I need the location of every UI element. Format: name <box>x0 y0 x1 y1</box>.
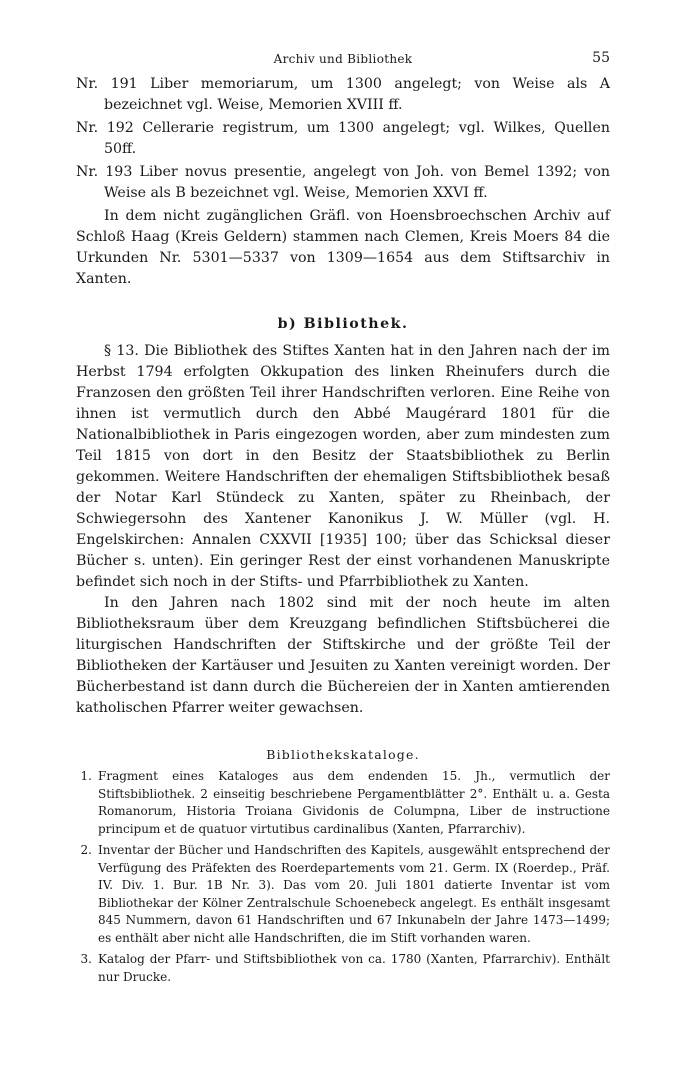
document-page <box>76 46 610 990</box>
catalog-heading: Bibliothekskataloge. <box>266 747 420 762</box>
catalog-item-text: Inventar der Bücher und Handschriften des Kapitels, ausgewählt entsprechend der Verfügung des Präfekten des Roerdepartements vom 21. Germ. IX (Roerdep., Präf. IV. Div. 1. Bur. 1B Nr. 3). Das vom 20. Juli 1801 datierte Inventar ist vom Bibliothekar der Kölner Zentralschule Schoenebeck angelegt. Es enthält insgesamt 845 Nummern, davon 61 Handschriften und 67 Inkunabeln der Jahre 1473—1499; es enthält aber nicht alle Handschriften, die im Stift vorhanden waren. <box>98 843 610 945</box>
catalog-item <box>76 768 610 838</box>
intro-paragraph: In dem nicht zugänglichen Gräfl. von Hoensbroechschen Archiv auf Schloß Haag (Kreis Geldern) stammen nach Clemen, Kreis Moers 84 die Urkunden Nr. 5301—5337 von 1309—1654 aus dem Stiftsarchiv in Xanten. <box>76 208 610 287</box>
page-number: 55 <box>592 50 610 66</box>
archive-entry: Nr. 193 Liber novus presentie, angelegt von Joh. von Bemel 1392; von Weise als B bezeichnet vgl. Weise, Memorien XXVI ff. <box>76 164 610 201</box>
catalog-item-number: 2. <box>80 843 92 857</box>
running-title: Archiv und Bibliothek <box>273 52 413 66</box>
body-paragraph: § 13. Die Bibliothek des Stiftes Xanten hat in den Jahren nach der im Herbst 1794 erfolgten Okkupation des linken Rheinufers durch die Franzosen den größten Teil ihrer Handschriften verloren. Eine Reihe von ihnen ist vermutlich durch den Abbé Maugérard 1801 für die Nationalbibliothek in Paris eingezogen worden, aber zum mindesten zum Teil 1815 von dort in den Besitz der Staatsbibliothek zu Berlin gekommen. Weitere Handschriften der ehemaligen Stiftsbibliothek besaß der Notar Karl Stündeck zu Xanten, später zu Rheinbach, der Schwiegersohn des Xantener Kanonikus J. W. Müller (vgl. H. Engelskirchen: Annalen CXXVII [1935] 100; über das Schicksal dieser Bücher s. unten). Ein geringer Rest der einst vorhandenen Manuskripte befindet sich noch in der Stifts- und Pfarrbibliothek zu Xanten. <box>76 343 610 590</box>
archive-entry: Nr. 191 Liber memoriarum, um 1300 angelegt; von Weise als A bezeichnet vgl. Weise, Memorien XVIII ff. <box>76 76 610 113</box>
archive-entries <box>76 74 610 204</box>
archive-entry: Nr. 192 Cellerarie registrum, um 1300 angelegt; vgl. Wilkes, Quellen 50ff. <box>76 120 610 157</box>
catalog-item <box>76 842 610 947</box>
catalog-item-text: Fragment eines Kataloges aus dem endenden 15. Jh., vermutlich der Stiftsbibliothek. 2 einseitig beschriebene Pergamentblätter 2°. Enthält u. a. Gesta Romanorum, Historia Troiana Gividonis de Columpna, Liber de instructione principum et de quatuor virtutibus cardinalibus (Xanten, Pfarrarchiv). <box>98 769 610 836</box>
page-header <box>76 46 610 74</box>
catalog-item <box>76 951 610 986</box>
body-paragraph: In den Jahren nach 1802 sind mit der noch heute im alten Bibliotheksraum über dem Kreuzgang befindlichen Stiftsbücherei die liturgischen Handschriften der Stiftskirche und der größte Teil der Bibliotheken der Kartäuser und Jesuiten zu Xanten vereinigt worden. Der Bücherbestand ist dann durch die Büchereien der in Xanten amtierenden katholischen Pfarrer weiter gewachsen. <box>76 595 610 716</box>
section-heading: b) Bibliothek. <box>277 316 409 332</box>
catalog-item-number: 3. <box>80 952 92 966</box>
catalog-item-number: 1. <box>80 769 92 783</box>
catalog-item-text: Katalog der Pfarr- und Stiftsbibliothek von ca. 1780 (Xanten, Pfarrarchiv). Enthält nur Drucke. <box>98 952 610 984</box>
catalog-list <box>76 768 610 986</box>
